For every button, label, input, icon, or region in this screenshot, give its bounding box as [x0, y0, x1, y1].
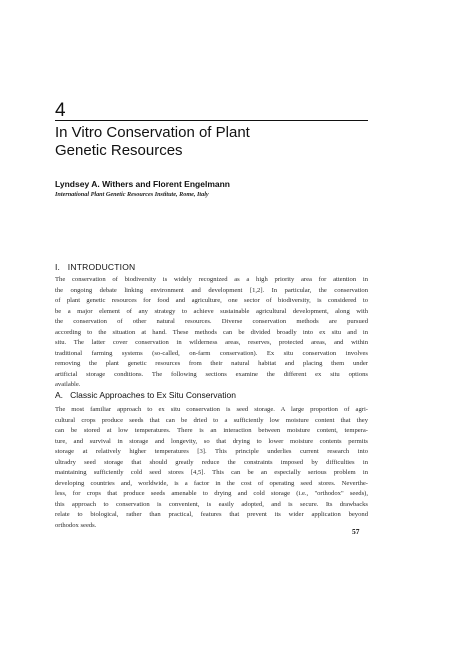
paragraph-line: can be stored at low temperatures. There is an interaction between moisture content, tempera-: [55, 427, 368, 434]
subsection-heading: A. Classic Approaches to Ex Situ Conservation: [55, 390, 236, 400]
paragraph-line: this approach to conservation is convenient, is easily adopted, and is secure. Its drawbacks: [55, 500, 368, 508]
chapter-title: [55, 124, 385, 160]
paragraph-line: The most familiar approach to ex situ conservation is seed storage. A large proportion of agri-: [55, 406, 368, 413]
paragraph-line: developing countries and, worldwide, is a factor in the cost of operating seed stores. Neverthe-: [55, 479, 368, 487]
paragraph-line: according to the situation at hand. These methods can be divided broadly into ex situ and in: [55, 328, 368, 336]
paragraph-line: available.: [55, 381, 81, 388]
chapter-rule: [55, 120, 368, 121]
paragraph-line: storage at relatively higher temperatures [3]. This principle underlies current research into: [55, 448, 368, 455]
paragraph-line: situ. The latter cover conservation in wilderness areas, reserves, protected areas, and within: [55, 339, 368, 346]
paragraph-line: traditional farming systems (so-called, on-farm conservation). Ex situ conservation involves: [55, 349, 368, 357]
introduction-paragraph: [55, 275, 368, 391]
paragraph-line: ultradry seed storage that should greatly reduce the constraints imposed by difficulties in: [55, 458, 368, 466]
classic-approaches-paragraph: [55, 405, 368, 531]
section-heading: I. INTRODUCTION: [55, 262, 136, 272]
paragraph-line: The conservation of biodiversity is widely recognized as a high priority area for attention in: [55, 276, 368, 283]
chapter-title-line: Genetic Resources: [55, 142, 183, 159]
paragraph-line: be a major element of any strategy to achieve sustainable agricultural development, along with: [55, 307, 368, 315]
paragraph-line: the conservation of other natural resources. Diverse conservation methods are pursued: [55, 318, 368, 325]
affiliation: International Plant Genetic Resources Institute, Rome, Italy: [55, 191, 209, 198]
chapter-number: 4: [55, 100, 66, 121]
paragraph-line: cultural crops produce seeds that can be dried to a sufficiently low moisture content that they: [55, 416, 368, 424]
paragraph-line: less, for crops that produce seeds amenable to drying and cold storage (i.e., "orthodox" seeds),: [55, 490, 368, 497]
paragraph-line: removing the plant genetic resources from their natural habitat and placing them under: [55, 360, 368, 367]
paragraph-line: artificial storage conditions. The following sections examine the different ex situ options: [55, 370, 368, 378]
page-number: 57: [352, 527, 360, 536]
paragraph-line: the ongoing debate linking environment and development [1,2]. In particular, the conservation: [55, 286, 368, 294]
paragraph-line: of plant genetic resources for food and agriculture, one sector of biodiversity, is considered to: [55, 297, 368, 304]
chapter-title-line: In Vitro Conservation of Plant: [55, 124, 250, 141]
paragraph-line: ture, and survival in storage and longevity, so that drying to lower moisture contents permits: [55, 437, 368, 445]
paragraph-line: orthodox seeds.: [55, 521, 97, 529]
paragraph-line: relate to biological, rather than practical, features that prevent its wider application beyond: [55, 511, 368, 518]
paragraph-line: maintaining sufficiently cold seed stores [4,5]. This can be an especially serious problem in: [55, 469, 368, 476]
authors: Lyndsey A. Withers and Florent Engelmann: [55, 179, 230, 189]
